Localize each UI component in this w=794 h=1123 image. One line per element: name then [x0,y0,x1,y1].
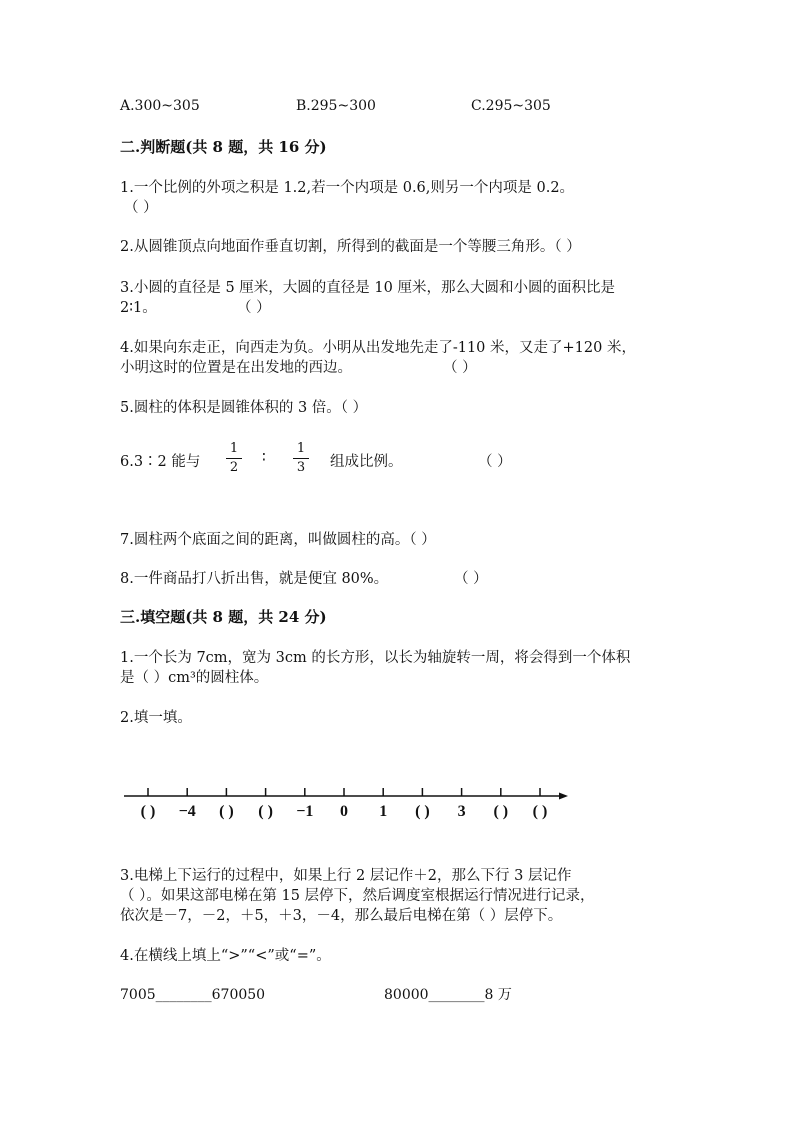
s2-q6-fraction-third [293,441,309,476]
s2-q1-answer-paren[interactable]: （ ） [124,200,158,216]
s3-q3-line3: 依次是－7，－2，＋5，＋3，－4，那么最后电梯在第（ ）层停下。 [120,908,563,924]
number-line-label: 3 [457,803,466,820]
s2-q2: 2.从圆锥顶点向地面作垂直切割，所得到的截面是一个等腰三角形。（ ） [120,239,581,255]
s2-q8: 8.一件商品打八折出售，就是便宜 80%。 [120,571,389,587]
s3-compare-2[interactable]: 80000________8 万 [384,987,512,1003]
s2-q3-line2: 2∶1。 [120,300,157,316]
number-line-label: −4 [178,803,196,820]
s3-q2: 2.填一填。 [120,710,192,726]
number-line-arrow-icon [559,793,568,800]
s2-q6-answer-paren[interactable]: （ ） [478,454,512,470]
number-line-label[interactable]: ( ) [415,803,430,820]
fraction-numerator: 1 [229,441,239,456]
number-line-label[interactable]: ( ) [493,803,509,820]
number-line [110,775,580,825]
number-line-label[interactable]: ( ) [219,803,234,820]
fraction-numerator: 1 [296,441,306,456]
option-c: C.295~305 [471,98,551,114]
number-line-label[interactable]: ( ) [258,803,273,820]
s2-q4-line1: 4.如果向东走正，向西走为负。小明从出发地先走了-110 米，又走了+120 米， [120,340,636,356]
s3-q1-line1: 1.一个长为 7cm，宽为 3cm 的长方形，以长为轴旋转一周，将会得到一个体积 [120,650,631,666]
s2-q1-line1: 1.一个比例的外项之积是 1.2,若一个内项是 0.6,则另一个内项是 0.2。 [120,180,575,196]
s2-q6-fraction-half [226,441,242,476]
s3-q4: 4.在横线上填上“>”“<”或“=”。 [120,948,331,964]
section3-title: 三.填空题(共 8 题，共 24 分) [120,608,327,626]
number-line-label: 0 [340,803,348,820]
s3-q3-line2: （ ）。如果这部电梯在第 15 层停下，然后调度室根据运行情况进行记录， [120,888,595,904]
s2-q6-suffix: 组成比例。 [330,454,403,470]
option-b: B.295~300 [296,98,376,114]
s2-q7: 7.圆柱两个底面之间的距离，叫做圆柱的高。（ ） [120,532,436,548]
number-line-label: 1 [379,803,388,820]
s3-q1-line2: 是（ ）cm³的圆柱体。 [120,670,269,686]
section2-title: 二.判断题(共 8 题，共 16 分) [120,138,327,156]
fraction-bar [226,458,242,459]
fraction-bar [293,458,309,459]
s2-q4-line2: 小明这时的位置是在出发地的西边。 [120,360,352,376]
number-line-label[interactable]: ( ) [532,803,548,820]
s2-q6-colon: ∶ [262,450,266,466]
fraction-denominator: 3 [296,460,306,475]
s2-q8-answer-paren[interactable]: （ ） [454,571,488,587]
option-a: A.300~305 [120,98,200,114]
s2-q4-answer-paren[interactable]: （ ） [443,360,477,376]
s2-q6-prefix: 6.3∶2 能与 [120,454,201,470]
fraction-denominator: 2 [229,460,239,475]
s2-q3-line1: 3.小圆的直径是 5 厘米，大圆的直径是 10 厘米，那么大圆和小圆的面积比是 [120,280,615,296]
number-line-label: −1 [296,803,314,820]
s2-q3-answer-paren[interactable]: （ ） [237,300,271,316]
s3-q3-line1: 3.电梯上下运行的过程中，如果上行 2 层记作＋2，那么下行 3 层记作 [120,868,572,884]
number-line-label[interactable]: ( ) [140,803,156,820]
s3-compare-1[interactable]: 7005________670050 [120,987,266,1003]
s2-q5: 5.圆柱的体积是圆锥体积的 3 倍。（ ） [120,400,368,416]
